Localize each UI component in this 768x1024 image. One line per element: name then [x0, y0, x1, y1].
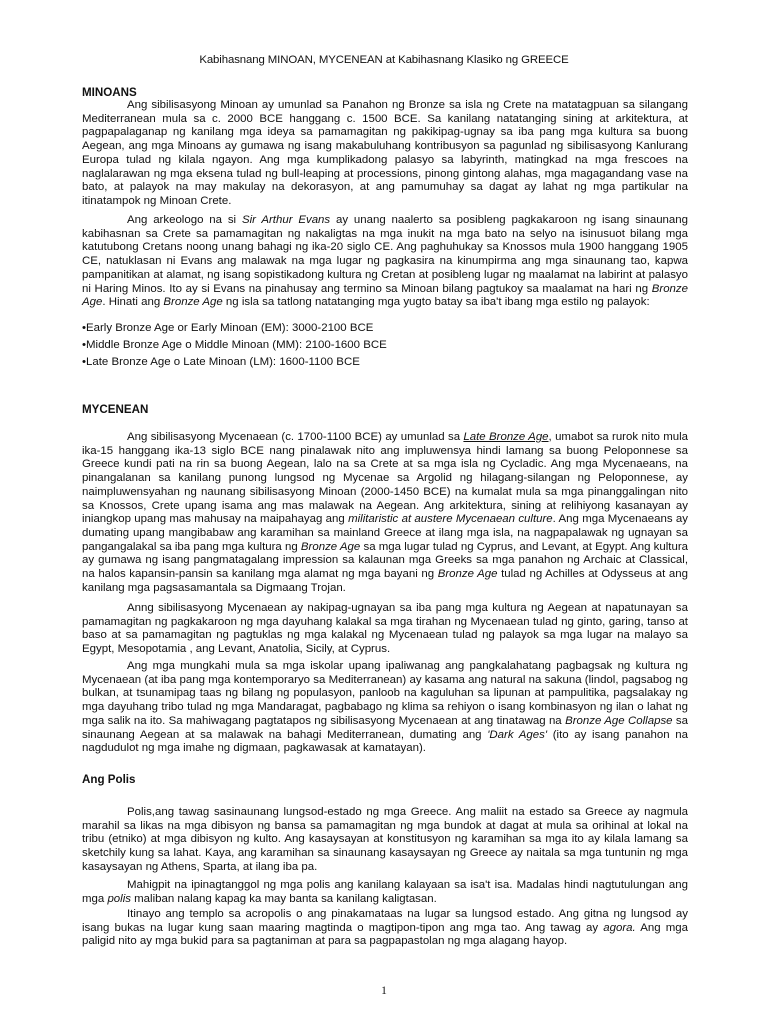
- section-heading-mycenean: MYCENEAN: [82, 403, 149, 416]
- mycenean-paragraph-3: Ang mga mungkahi mula sa mga iskolar upang ipaliwanag ang pangkalahatang pagbagsak ng kultura ng Mycenaean (at iba pang mga kontemporaryo sa Mediterranean) ay kasama ang natural na sakuna (lindol, pagsabog ng bulkan, at tsunamipag taas ng bilang ng populasyon, panloob na kaguluhan sa lipunan at pampulitika, pagsalakay ng mga dayuhang tribo tulad ng mga Mandaragat, pagbabago ng klima sa rehiyon o isang kombinasyon ng ilan o lahat ng mga salik na ito. Sa mahiwagang pagtatapos ng sibilisasyong Mycenaean at ang tinatawag na Bronze Age Collapse sa sinaunang Aegean at sa malawak na bahagi Mediterranean, dumating ang 'Dark Ages' (ito ay isang panahon na nagdudulot ng mga imahe ng digmaan, pagkawasak at kamatayan).: [82, 660, 689, 755]
- page-number: 1: [381, 985, 387, 997]
- list-item: •Middle Bronze Age o Middle Minoan (MM): 2100-1600 BCE: [82, 338, 387, 351]
- period-list: [82, 320, 387, 371]
- page-title: Kabihasnang MINOAN, MYCENEAN at Kabihasnang Klasiko ng GREECE: [199, 54, 569, 66]
- section-heading-minoans: MINOANS: [82, 86, 137, 99]
- mycenean-paragraph-1: Ang sibilisasyong Mycenaean (c. 1700-1100 BCE) ay umunlad sa Late Bronze Age, umabot sa rurok nito mula ika-15 hanggang ika-13 siglo BCE nang pinalawak nito ang impluwensya hindi lamang sa buong Peloponnese sa Greece kundi pati na rin sa buong Aegean, lalo na sa Crete at sa mga isla ng Cycladic. Ang mga Mycenaeans, na pinangalanan sa kanilang punong lungsod ng Mycenae sa Argolid ng hilagang-silangan ng Peloponnese, ay naimpluwensyahan ng naunang sibilisasyong Minoan (2000-1450 BCE) na kumalat mula sa mga pinanggalingan nito sa Knossos, Crete upang isama ang mas malawak na Aegean. Ang arkitektura, sining at relihiyong kasanayan ay iniangkop upang mas mahusay na maipahayag ang militaristic at austere Mycenaean culture. Ang mga Mycenaeans ay dumating upang mangibabaw ang karamihan sa mainland Greece at ilang mga isla, na nagpapalawak ng ugnayan sa pangangalakal sa iba pang mga kultura ng Bronze Age sa mga lugar tulad ng Cyprus, and Levant, at Egypt. Ang kultura ay gumawa ng isang pangmatagalang impression sa kalaunan mga Greeks sa mga panahon ng Archaic at Classical, na halos kapansin-pansin sa kanilang mga alamat ng mga bayani ng Bronze Age tulad ng Achilles at Odysseus at ang kanilang mga pagsasamantala sa Digmaang Trojan.: [82, 431, 689, 594]
- evans-name: Sir Arthur Evans: [241, 214, 331, 226]
- minoans-paragraph-2: Ang arkeologo na si Sir Arthur Evans ay unang naalerto sa posibleng pagkakaroon ng isang sinaunang kabihasnan sa Crete sa pamamagitan ng nakaligtas na mga inukit na mga bato na selyo na isinusuot bilang mga katutubong Cretans noong unang bahagi ng ika-20 siglo CE. Ang paghuhukay sa Knossos mula 1900 hanggang 1905 CE, natuklasan ni Evans ang malawak na mga lugar ng pagkasira na kinumpirma ang mga sinaunang tao, kapwa pampanitikan at alamat, ng isang sopistikadong kultura ng Cretan at posibleng lugar ng maalamat na labirint at palasyo ni Haring Minos. Ito ay si Evans na pinahusay ang termino sa Minoan bilang pagtukoy sa maalamat na hari ng Bronze Age. Hinati ang Bronze Age ng isla sa tatlong natatanging mga yugto batay sa iba't ibang mga estilo ng palayok:: [82, 214, 688, 309]
- polis-paragraph-1: Polis,ang tawag sasinaunang lungsod-estado ng mga Greece. Ang maliit na estado sa Greece ay nagmula marahil sa likas na mga dibisyon ng bansa sa pamamagitan ng mga bundok at dagat at mula sa orihinal at lokal na tribu (etniko) at mga dibisyon ng kulto. Ang kasaysayan at konstitusyon ng karamihan sa mga ito ay kilala lamang sa sketchily kung sa lahat. Kaya, ang karamihan sa sinaunang kasaysayan ng Greece ay naitala sa mga tuntunin ng mga kasaysayan ng Athens, Sparta, at ilang iba pa.: [82, 806, 688, 873]
- list-item: •Early Bronze Age or Early Minoan (EM): 3000-2100 BCE: [82, 322, 374, 334]
- polis-paragraph-2: Mahigpit na ipinagtanggol ng mga polis ang kanilang kalayaan sa isa't isa. Madalas hindi nagtutulungan ang mga polis maliban nalang kapag ka may banta sa kanilang kaligtasan.: [82, 879, 688, 905]
- polis-paragraph-3: Itinayo ang templo sa acropolis o ang pinakamataas na lugar sa lungsod estado. Ang gitna ng lungsod ay isang bukas na lugar kung saan maaring magtinda o magtipon-tipon ang mga tao. Ang tawag ay agora. Ang mga paligid nito ay mga bukid para sa pagtaniman at para sa pagpapastolan ng mga alagang hayop.: [82, 908, 689, 948]
- mycenean-paragraph-2: Anng sibilisasyong Mycenaean ay nakipag-ugnayan sa iba pang mga kultura ng Aegean at napatunayan sa pamamagitan ng pagkakaroon ng mga dayuhang kalakal sa mga tirahan ng Mycenaean tulad ng ginto, garing, tanso at baso at sa pamamagitan ng pagtuklas ng mga kalakal ng Mycenaean tulad ng palayok sa mga lugar na malayo sa Egypt, Mesopotamia , ang Levant, Anatolia, Sicily, at Cyprus.: [82, 602, 688, 656]
- list-item: •Late Bronze Age o Late Minoan (LM): 1600-1100 BCE: [82, 355, 360, 368]
- minoans-paragraph-1: Ang sibilisasyong Minoan ay umunlad sa Panahon ng Bronze sa isla ng Crete na matatagpuan sa silangang Mediterranean mula sa c. 2000 BCE hanggang c. 1500 BCE. Sa kanilang natatanging sining at arkitektura, at pagpapalaganap ng kanilang mga ideya sa pamamagitan ng pakikipag-ugnay sa iba pang mga kultura sa buong Aegean, ang mga Minoans ay gumawa ng isang makabuluhang kontribusyon sa pagunlad ng sibilisasyong Kanlurang Europa tulad ng kilala ngayon. Ang mga kumplikadong palasyo sa labyrinth, matingkad na mga frescoes na naglalarawan ng mga eksena tulad ng bull-leaping at processions, pinong gintong alahas, mga magagandang vase na bato, at palayok na may makulay na dekorasyon, at ang pamumuhay sa dagat ay lahat ng mga partikular na itinatampok ng Minoan Crete.: [82, 99, 688, 207]
- section-heading-polis: Ang Polis: [82, 773, 136, 786]
